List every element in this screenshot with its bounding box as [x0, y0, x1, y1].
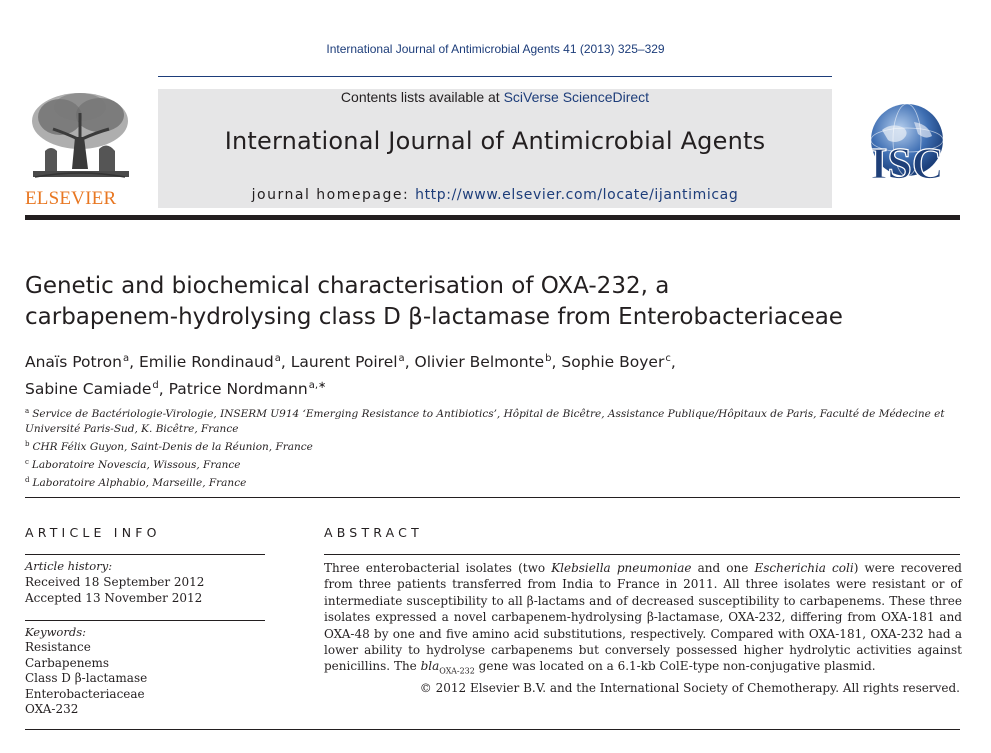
author-name[interactable]: Patrice Nordmann — [168, 380, 308, 398]
affiliation-item — [25, 455, 965, 473]
journal-title: International Journal of Antimicrobial Agents — [224, 127, 766, 155]
keyword-item[interactable]: Class D β-lactamase — [25, 671, 148, 685]
copyright-line: © 2012 Elsevier B.V. and the International Society of Chemotherapy. All rights reserved. — [419, 681, 960, 695]
contents-line — [158, 89, 832, 105]
abstract-part: and one — [691, 561, 755, 575]
abstract-heading: ABSTRACT — [324, 525, 423, 540]
section-divider — [25, 497, 960, 498]
author-affiliation-mark: c — [665, 353, 671, 364]
affiliation-text: CHR Félix Guyon, Saint-Denis de la Réunion, France — [32, 441, 313, 453]
gene-name: bla — [420, 659, 440, 674]
affiliation-text: Laboratoire Novescia, Wissous, France — [31, 459, 241, 471]
elsevier-tree-logo-icon — [25, 89, 135, 185]
affiliation-key: b — [25, 440, 30, 448]
affiliation-list — [25, 404, 965, 491]
keywords-rule — [25, 620, 265, 621]
keyword-item[interactable]: OXA-232 — [25, 702, 79, 716]
abstract-part: ) were recovered from three patients transferred from India to France in 2011. All three isolates were resistant or of intermediate susceptibility to all β-lactams and of decreased susceptibility to carbapenems. These three isolates expressed a novel carbapenem-hydrolysing β-lactamase, OXA-232, differing from OXA-181 and OXA-48 by one and five amino acid substitutions, respectively. Compared with OXA-181, OXA-232 had a lower ability to hydrolyse carbapenems but conversely possessed higher hydrolytic activities against penicillins. The — [324, 561, 962, 674]
author-name[interactable]: Sophie Boyer — [561, 353, 665, 371]
author-affiliation-mark: a — [274, 353, 281, 364]
running-citation: International Journal of Antimicrobial Agents 41 (2013) 325–329 — [326, 42, 665, 56]
abstract-part: Three enterobacterial isolates (two — [324, 561, 552, 575]
keyword-list — [25, 640, 147, 718]
isc-logo-lettering: ISC — [870, 139, 944, 188]
species-name: Escherichia coli — [754, 561, 854, 575]
author-affiliation-mark: d — [152, 380, 159, 391]
author-name[interactable]: Olivier Belmonte — [414, 353, 545, 371]
gene-subscript: OXA-232 — [439, 666, 475, 676]
keyword-item[interactable]: Enterobacteriaceae — [25, 686, 145, 701]
species-name: Klebsiella pneumoniae — [551, 561, 692, 575]
isc-society-logo-icon — [852, 100, 962, 195]
header-rule — [158, 76, 832, 77]
author-affiliation-mark: a,∗ — [308, 380, 327, 391]
affiliation-item — [25, 404, 965, 437]
homepage-label: journal homepage: — [251, 187, 416, 203]
affiliation-key: c — [25, 458, 29, 466]
abstract-rule — [324, 554, 960, 555]
affiliation-text: Laboratoire Alphabio, Marseille, France — [32, 477, 247, 489]
affiliation-text: Service de Bactériologie-Virologie, INSERM U914 ‘Emerging Resistance to Antibiotics’, Hôpital de Bicêtre, Assistance Publique/Hôpitaux de Paris, Faculté de Médecine et Université Paris-Sud, K. Bicêtre, France — [25, 408, 945, 435]
author-name[interactable]: Laurent Poirel — [290, 353, 398, 371]
author-affiliation-mark: b — [545, 353, 552, 364]
homepage-url-link[interactable]: http://www.elsevier.com/locate/ijantimicag — [415, 187, 739, 203]
journal-homepage — [158, 187, 832, 203]
author-name[interactable]: Anaïs Potron — [25, 353, 122, 371]
author-name[interactable]: Emilie Rondinaud — [138, 353, 274, 371]
article-info-rule — [25, 554, 265, 555]
affiliation-item — [25, 437, 965, 455]
contents-prefix: Contents lists available at — [340, 89, 504, 105]
affiliation-key: a — [25, 407, 30, 415]
header-thick-rule — [25, 215, 960, 220]
author-affiliation-mark: a — [122, 353, 130, 364]
accepted-date: Accepted 13 November 2012 — [25, 591, 203, 605]
article-title — [25, 271, 965, 333]
keyword-item[interactable]: Carbapenems — [25, 655, 110, 670]
abstract-part: gene was located on a 6.1-kb ColE-type non-conjugative plasmid. — [474, 659, 876, 674]
keyword-item[interactable]: Resistance — [25, 640, 91, 654]
sciencedirect-link[interactable]: SciVerse ScienceDirect — [503, 89, 650, 105]
author-affiliation-mark: a — [398, 353, 405, 364]
received-date: Received 18 September 2012 — [25, 575, 205, 589]
author-name[interactable]: Sabine Camiade — [25, 380, 152, 398]
affiliation-item — [25, 473, 965, 491]
abstract-text — [324, 560, 962, 680]
author-list: Anaïs Potron$^a$, Emilie Rondinaud$^a$, Laurent Poirel$^a$, Olivier Belmonte$^b$, Sophie Boyer$^c$, Sabine Camiade$^d$, Patrice Nordmann$^{a,∗}$ — [25, 353, 676, 398]
affiliation-key: d — [25, 476, 30, 484]
article-title-line1: Genetic and biochemical characterisation of OXA-232, a — [25, 273, 670, 299]
article-title-line2: carbapenem-hydrolysing class D β-lactamase from Enterobacteriaceae — [25, 304, 843, 330]
article-history-label: Article history: — [25, 559, 113, 573]
article-info-heading: ARTICLE INFO — [25, 525, 161, 540]
elsevier-wordmark: ELSEVIER — [25, 188, 117, 209]
bottom-rule — [25, 729, 960, 730]
keywords-label: Keywords: — [25, 625, 86, 639]
